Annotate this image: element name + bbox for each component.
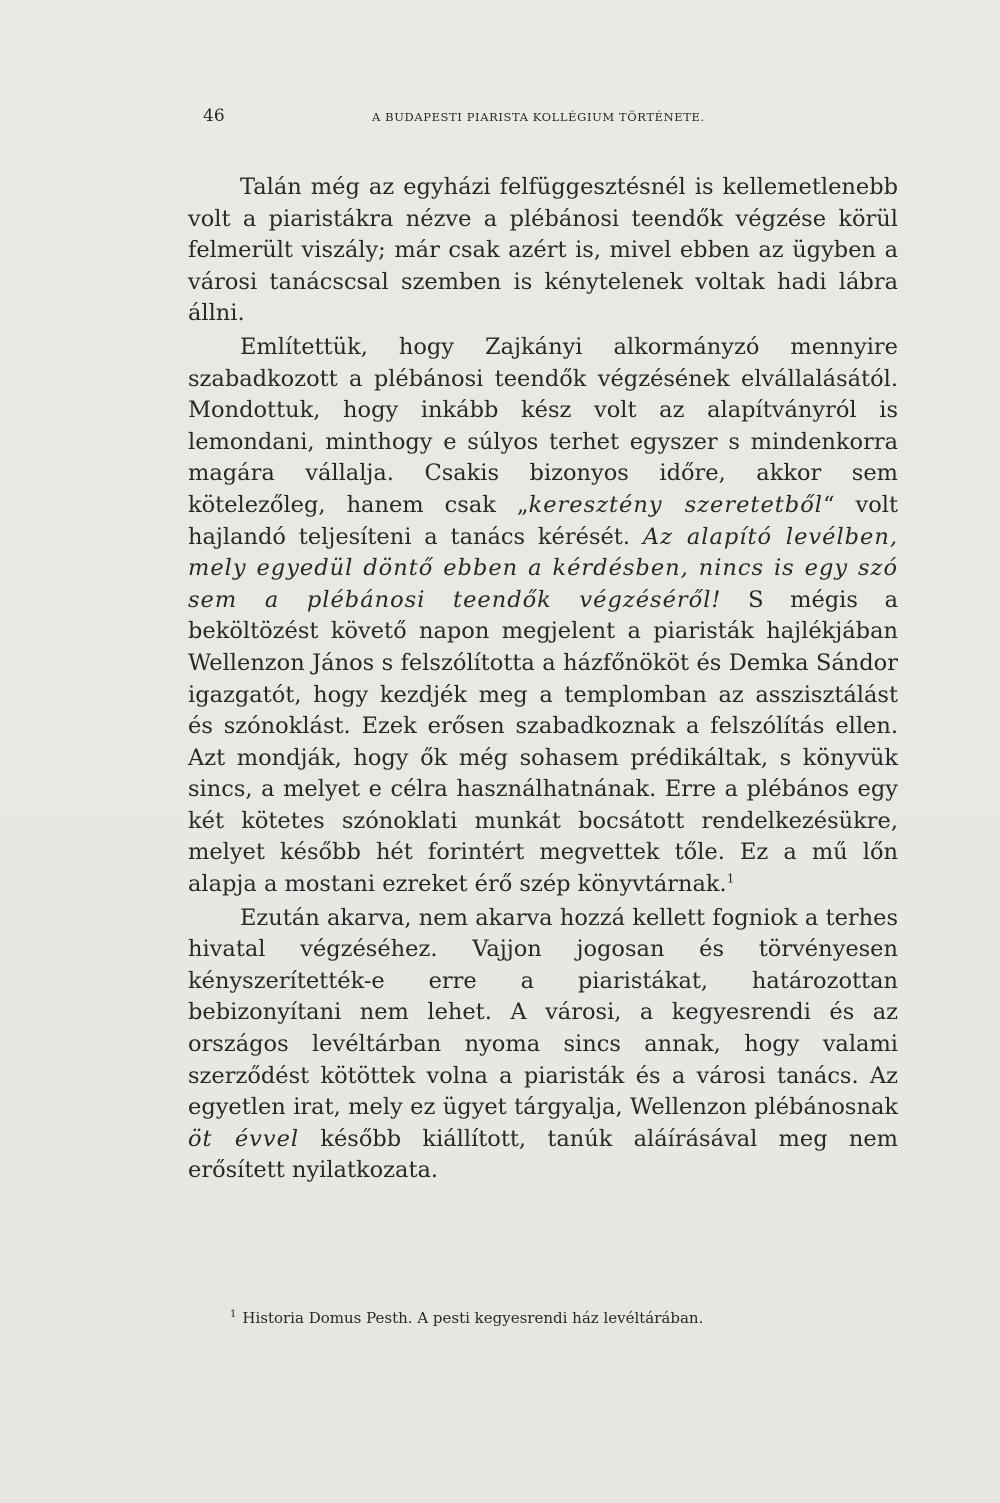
page-number: 46: [203, 106, 225, 126]
paragraph-3-text-b: később kiállított, tanúk aláírásával meg nem erősített nyilatkozata.: [188, 1125, 899, 1184]
paragraph-3: [188, 903, 898, 1187]
paragraph-2-text-c: S mégis a beköltözést követő napon megjelent a piaristák hajlékjában Wellenzon János s felszólította a házfőnököt és Demka Sándor igazgatót, hogy kezdjék meg a templomban az asszisztálást és szónoklást. Ezek erősen szabadkoznak a felszólítás ellen. Azt mondják, hogy ők még sohasem prédikáltak, s könyvük sincs, a melyet e célra használhatnának. Erre a plébános egy két kötetes szónoklati munkát bocsátott rendelkezésükre, melyet később hét forintért megvettek tőle. Ez a mű lőn alapja a mostani ezreket érő szép könyvtárnak.: [188, 586, 898, 898]
paragraph-1-text: Talán még az egyházi felfüggesztésnél is kellemetlenebb volt a piaristákra nézve a plébánosi teendők végzése körül felmerült viszály; már csak azért is, mivel ebben az ügyben a városi tanácscsal szemben is kénytelenek voltak hadi lábra állni.: [188, 174, 898, 327]
page-header: [200, 106, 760, 136]
paragraph-2: [188, 332, 898, 901]
body-text: [188, 172, 898, 1187]
footnote-marker: 1: [230, 1309, 237, 1320]
paragraph-1: [188, 172, 898, 330]
paragraph-3-italic: öt évvel: [188, 1125, 300, 1152]
footnote-text: Historia Domus Pesth. A pesti kegyesrendi ház levéltárában.: [242, 1309, 704, 1327]
paragraph-2-italic-b: Az alapító levélben, mely egyedül döntő ebben a kérdésben, nincs is egy szó sem a plébánosi teendők végzéséről!: [188, 523, 899, 613]
paragraph-2-italic-a: keresztény szeretetből: [528, 491, 823, 518]
paragraph-2-text-a: Említettük, hogy Zajkányi alkormányzó mennyire szabadkozott a plébánosi teendők végzésének elvállalásától. Mondottuk, hogy inkább kész volt az alapítványról is lemondani, minthogy e súlyos terhet egyszer s mindenkorra magára vállalja. Csakis bizonyos időre, akkor sem kötelezőleg, hanem csak „: [188, 333, 898, 518]
running-title: A BUDAPESTI PIARISTA KOLLÉGIUM TÖRTÉNETE.: [372, 110, 705, 124]
footnote-reference: 1: [726, 871, 735, 886]
paragraph-3-text-a: Ezután akarva, nem akarva hozzá kellett fogniok a terhes hivatal végzéséhez. Vajjon jogosan és törvényesen kényszerítették-e erre a piaristákat, határozottan bebizonyítani nem lehet. A városi, a kegyesrendi és az országos levéltárban nyoma sincs annak, hogy valami szerződést kötöttek volna a piaristák és a városi tanács. Az egyetlen irat, mely ez ügyet tárgyalja, Wellenzon plébánosnak: [188, 904, 898, 1121]
footnote: [230, 1305, 850, 1328]
paragraph-2-text-b: “ volt hajlandó teljesíteni a tanács kérését.: [188, 491, 899, 550]
